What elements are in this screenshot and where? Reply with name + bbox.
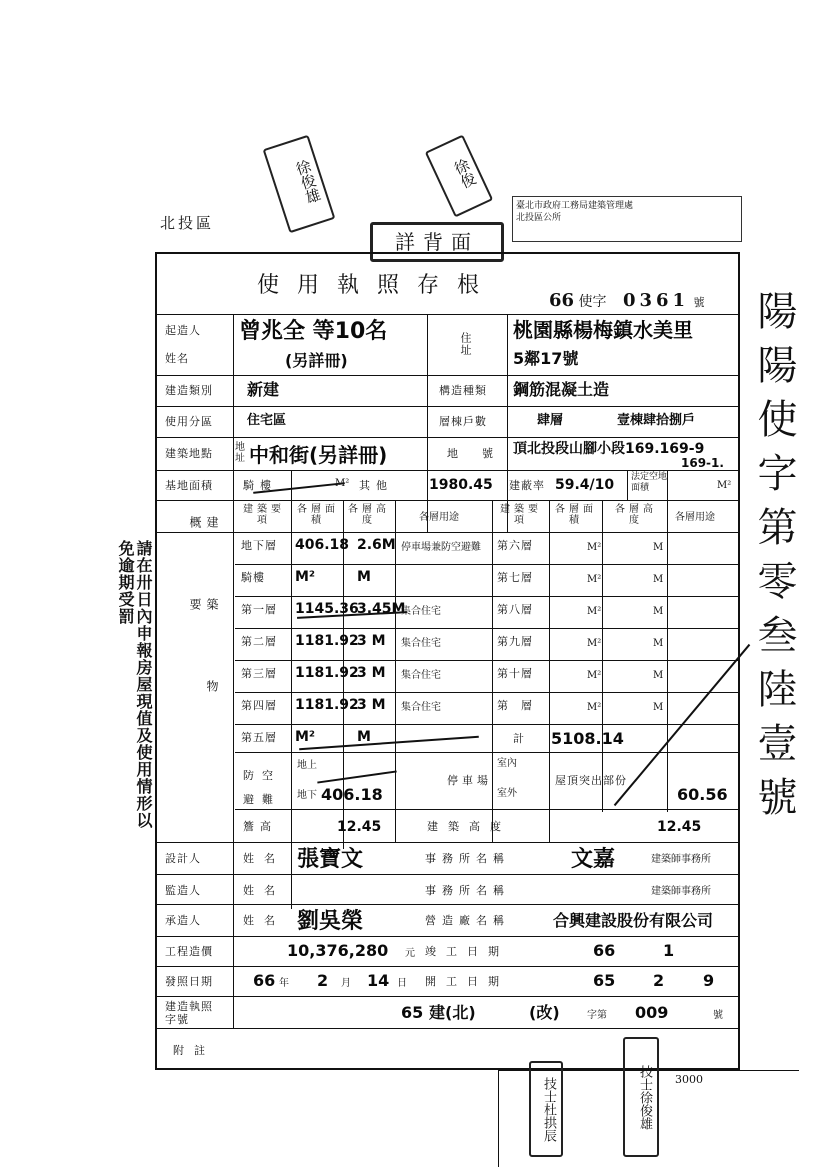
use-zone-label: 使用分區 [165, 415, 213, 428]
permit-char-1: 建(北) [429, 1003, 476, 1022]
inspector-stamp-right: 徐俊 [425, 134, 493, 217]
arcade-unit: M² [335, 478, 350, 489]
permit-suffix: 號 [713, 1010, 723, 1021]
permit-label-2: 字號 [165, 1013, 189, 1026]
issue-month-unit: 月 [341, 978, 351, 989]
open-space-label: 法定空地面積 [631, 472, 668, 493]
arcade-label: 騎樓 [243, 479, 277, 492]
license-no: 0361 [622, 290, 690, 311]
license-year: 66 [549, 290, 575, 311]
supervisor-office-suffix: 建築師事務所 [651, 886, 711, 897]
right-margin-text: 陽陽使字第零叁陸壹號 [751, 290, 797, 830]
floor-area-right: M² [587, 574, 602, 585]
floor-name-left: 騎樓 [241, 571, 265, 584]
floor-area-left: 1181.92 [295, 665, 359, 681]
contractor-name-label: 姓名 [243, 914, 285, 927]
floor-use-left: 集合住宅 [401, 638, 441, 649]
coverage-value: 59.4/10 [555, 477, 615, 493]
signoff-area [498, 1064, 799, 1167]
col-area-header-right: 各層面積 [555, 504, 597, 526]
col-use-header: 各層用途 [419, 512, 459, 523]
floor-name-right: 第九層 [497, 635, 533, 648]
permit-label-1: 建造執照 [165, 1000, 213, 1013]
floor-height-right: M [653, 638, 664, 649]
district-label: 北投區 [160, 214, 215, 232]
floor-height-right: M [653, 574, 664, 585]
floors-units-label: 層棟戶數 [439, 415, 487, 428]
cost-value: 10,376,280 [287, 941, 389, 960]
cost-label: 工程造價 [165, 945, 213, 958]
floor-use-left: 集合住宅 [401, 670, 441, 681]
floor-area-left: 1181.92 [295, 633, 359, 649]
shelter-below: 地下 [297, 790, 317, 801]
floor-use-left: 集合住宅 [401, 702, 441, 713]
signoff-number: 3000 [675, 1073, 703, 1086]
floors-value: 肆層 [537, 413, 564, 428]
floor-height-left: 3 M [357, 697, 386, 713]
floor-name-left: 地下層 [241, 539, 277, 552]
issue-day: 14 [367, 971, 390, 990]
roof-protrusion-label: 屋頂突出部份 [555, 774, 627, 787]
floor-name-right: 第六層 [497, 539, 533, 552]
inspector-stamp-left: 徐俊雄 [263, 135, 336, 234]
parking-indoor: 室內 [497, 758, 517, 769]
designer-office-label: 事務所名稱 [425, 852, 510, 865]
use-zone-value: 住宅區 [247, 413, 287, 428]
coverage-label: 建蔽率 [509, 479, 545, 492]
signoff-stamp-1: 技士杜拱辰 [529, 1061, 563, 1157]
form-title: 使用執照存根 [257, 273, 498, 298]
license-form [155, 252, 740, 1070]
owner-address-label: 住址 [459, 332, 472, 356]
location-addr-mark: 地址 [235, 442, 245, 464]
agency-stamp-text-b: 北投區公所 [516, 213, 562, 223]
designer-label: 設計人 [165, 852, 201, 865]
designer-name-label: 姓名 [243, 852, 285, 865]
eaves-height-value: 12.45 [337, 819, 382, 835]
floor-name-left: 第三層 [241, 667, 277, 680]
start-date-label: 開工日期 [425, 975, 509, 988]
floor-height-right: M [653, 702, 664, 713]
detail-side-stamp: 詳背面 [370, 222, 504, 262]
floor-area-right: M² [587, 638, 602, 649]
supervisor-label: 監造人 [165, 884, 201, 897]
shelter-above: 地上 [297, 760, 317, 771]
agency-stamp-block [512, 196, 742, 242]
contractor-firm: 合興建設股份有限公司 [553, 911, 714, 930]
floor-area-left: 406.18 [295, 537, 350, 553]
floor-height-right: M [653, 606, 664, 617]
floor-name-left: 第二層 [241, 635, 277, 648]
floor-height-left: 2.6M [357, 537, 396, 553]
issue-month: 2 [317, 971, 329, 990]
floor-height-left: 3.45M [357, 601, 406, 617]
permit-number: 009 [635, 1003, 669, 1022]
designer-office-suffix: 建築師事務所 [651, 854, 711, 865]
floor-height-left: M [357, 569, 371, 585]
designer-office: 文嘉 [571, 847, 616, 872]
col-item-header: 建築要項 [243, 504, 285, 526]
license-suffix: 號 [693, 296, 705, 309]
owner-address-2: 5鄰17號 [513, 349, 579, 368]
permit-mid: 字第 [587, 1010, 607, 1021]
total-label: 計 [513, 732, 525, 745]
shelter-below-value: 406.18 [321, 785, 383, 804]
building-type-label: 建造類別 [165, 384, 213, 397]
open-space-unit: M² [717, 480, 732, 491]
site-other-value: 1980.45 [429, 477, 493, 493]
floor-use-left: 集合住宅 [401, 606, 441, 617]
building-summary-label: 建築物概要 [188, 516, 219, 762]
finish-date-label: 竣工日期 [425, 945, 509, 958]
structure-value: 鋼筋混凝土造 [513, 380, 610, 399]
contractor-name: 劉吳榮 [297, 909, 364, 934]
owner-label: 起造人 [165, 324, 201, 337]
floor-height-right: M [653, 670, 664, 681]
floor-height-right: M [653, 542, 664, 553]
floor-name-left: 第一層 [241, 603, 277, 616]
site-area-label: 基地面積 [165, 479, 213, 492]
col-use-header-right: 各層用途 [675, 512, 715, 523]
start-year: 65 [593, 971, 616, 990]
floor-area-right: M² [587, 606, 602, 617]
eaves-height-label: 簷高 [243, 820, 277, 833]
floor-use-left: 停車場兼防空避難 [401, 542, 481, 553]
signoff-stamp-2: 技士徐俊雄 [623, 1037, 659, 1157]
floor-area-left: M² [295, 729, 316, 745]
location-label: 建築地點 [165, 447, 213, 460]
floor-area-left: M² [295, 569, 316, 585]
floor-height-left: M [357, 729, 371, 745]
total-value: 5108.14 [551, 729, 624, 748]
permit-year: 65 [401, 1003, 424, 1022]
floor-area-right: M² [587, 702, 602, 713]
contractor-label: 承造人 [165, 914, 201, 927]
floor-area-right: M² [587, 670, 602, 681]
license-char: 使字 [578, 294, 607, 310]
location-street: 中和街(另詳冊) [249, 443, 388, 467]
floor-name-right: 第 層 [497, 699, 533, 712]
floor-name-right: 第十層 [497, 667, 533, 680]
roof-protrusion-value: 60.56 [677, 785, 728, 804]
issue-year: 66 [253, 971, 276, 990]
building-type-value: 新建 [247, 380, 280, 399]
cost-unit: 元 [405, 948, 415, 959]
floor-name-right: 第七層 [497, 571, 533, 584]
issue-date-label: 發照日期 [165, 975, 213, 988]
floor-height-left: 3 M [357, 665, 386, 681]
start-day: 9 [703, 971, 715, 990]
location-lot: 頂北投段山腳小段169.169-9 [513, 441, 705, 457]
shelter-label: 防空避難 [243, 769, 281, 806]
col-height-header-right: 各層高度 [615, 504, 657, 526]
col-height-header: 各層高度 [348, 504, 390, 526]
start-month: 2 [653, 971, 665, 990]
floor-name-left: 第五層 [241, 731, 277, 744]
owner-address: 桃園縣楊梅鎮水美里 [513, 318, 693, 342]
supervisor-name-label: 姓名 [243, 884, 285, 897]
owner-name-note: (另詳冊) [285, 351, 348, 370]
site-other-label: 其他 [359, 479, 393, 492]
issue-year-unit: 年 [279, 978, 289, 989]
designer-name: 張寶文 [297, 847, 364, 872]
permit-char-2: (改) [529, 1003, 560, 1022]
floor-area-left: 1145.36 [295, 601, 359, 617]
floor-height-left: 3 M [357, 633, 386, 649]
building-height-label: 建築高度 [427, 820, 511, 833]
license-number [549, 290, 705, 311]
location-lot-label: 地號 [447, 447, 517, 460]
supervisor-office-label: 事務所名稱 [425, 884, 510, 897]
floor-area-left: 1181.92 [295, 697, 359, 713]
issue-day-unit: 日 [397, 978, 407, 989]
location-lot-2: 169-1. [681, 456, 724, 470]
building-height-value: 12.45 [657, 819, 702, 835]
parking-outdoor: 室外 [497, 788, 517, 799]
owner-name-label: 姓名 [165, 352, 189, 365]
contractor-firm-label: 營造廠名稱 [425, 914, 510, 927]
floor-area-right: M² [587, 542, 602, 553]
col-area-header: 各層面積 [297, 504, 339, 526]
floor-name-left: 第四層 [241, 699, 277, 712]
owner-name: 曾兆全 等10名 [239, 319, 388, 344]
finish-year: 66 [593, 941, 616, 960]
finish-month: 1 [663, 941, 675, 960]
remarks-label: 附註 [173, 1044, 215, 1057]
structure-label: 構造種類 [439, 384, 487, 397]
agency-stamp-text-a: 臺北市政府工務局建築管理處 [516, 201, 634, 211]
parking-label: 停車場 [447, 774, 492, 787]
col-item-header-right: 建築要項 [500, 504, 542, 526]
units-value: 壹棟肆拾捌戶 [617, 413, 696, 428]
left-margin-note: 請在卅日內申報房屋現值及使用情形以免逾期受罰 [116, 540, 153, 829]
floor-name-right: 第八層 [497, 603, 533, 616]
